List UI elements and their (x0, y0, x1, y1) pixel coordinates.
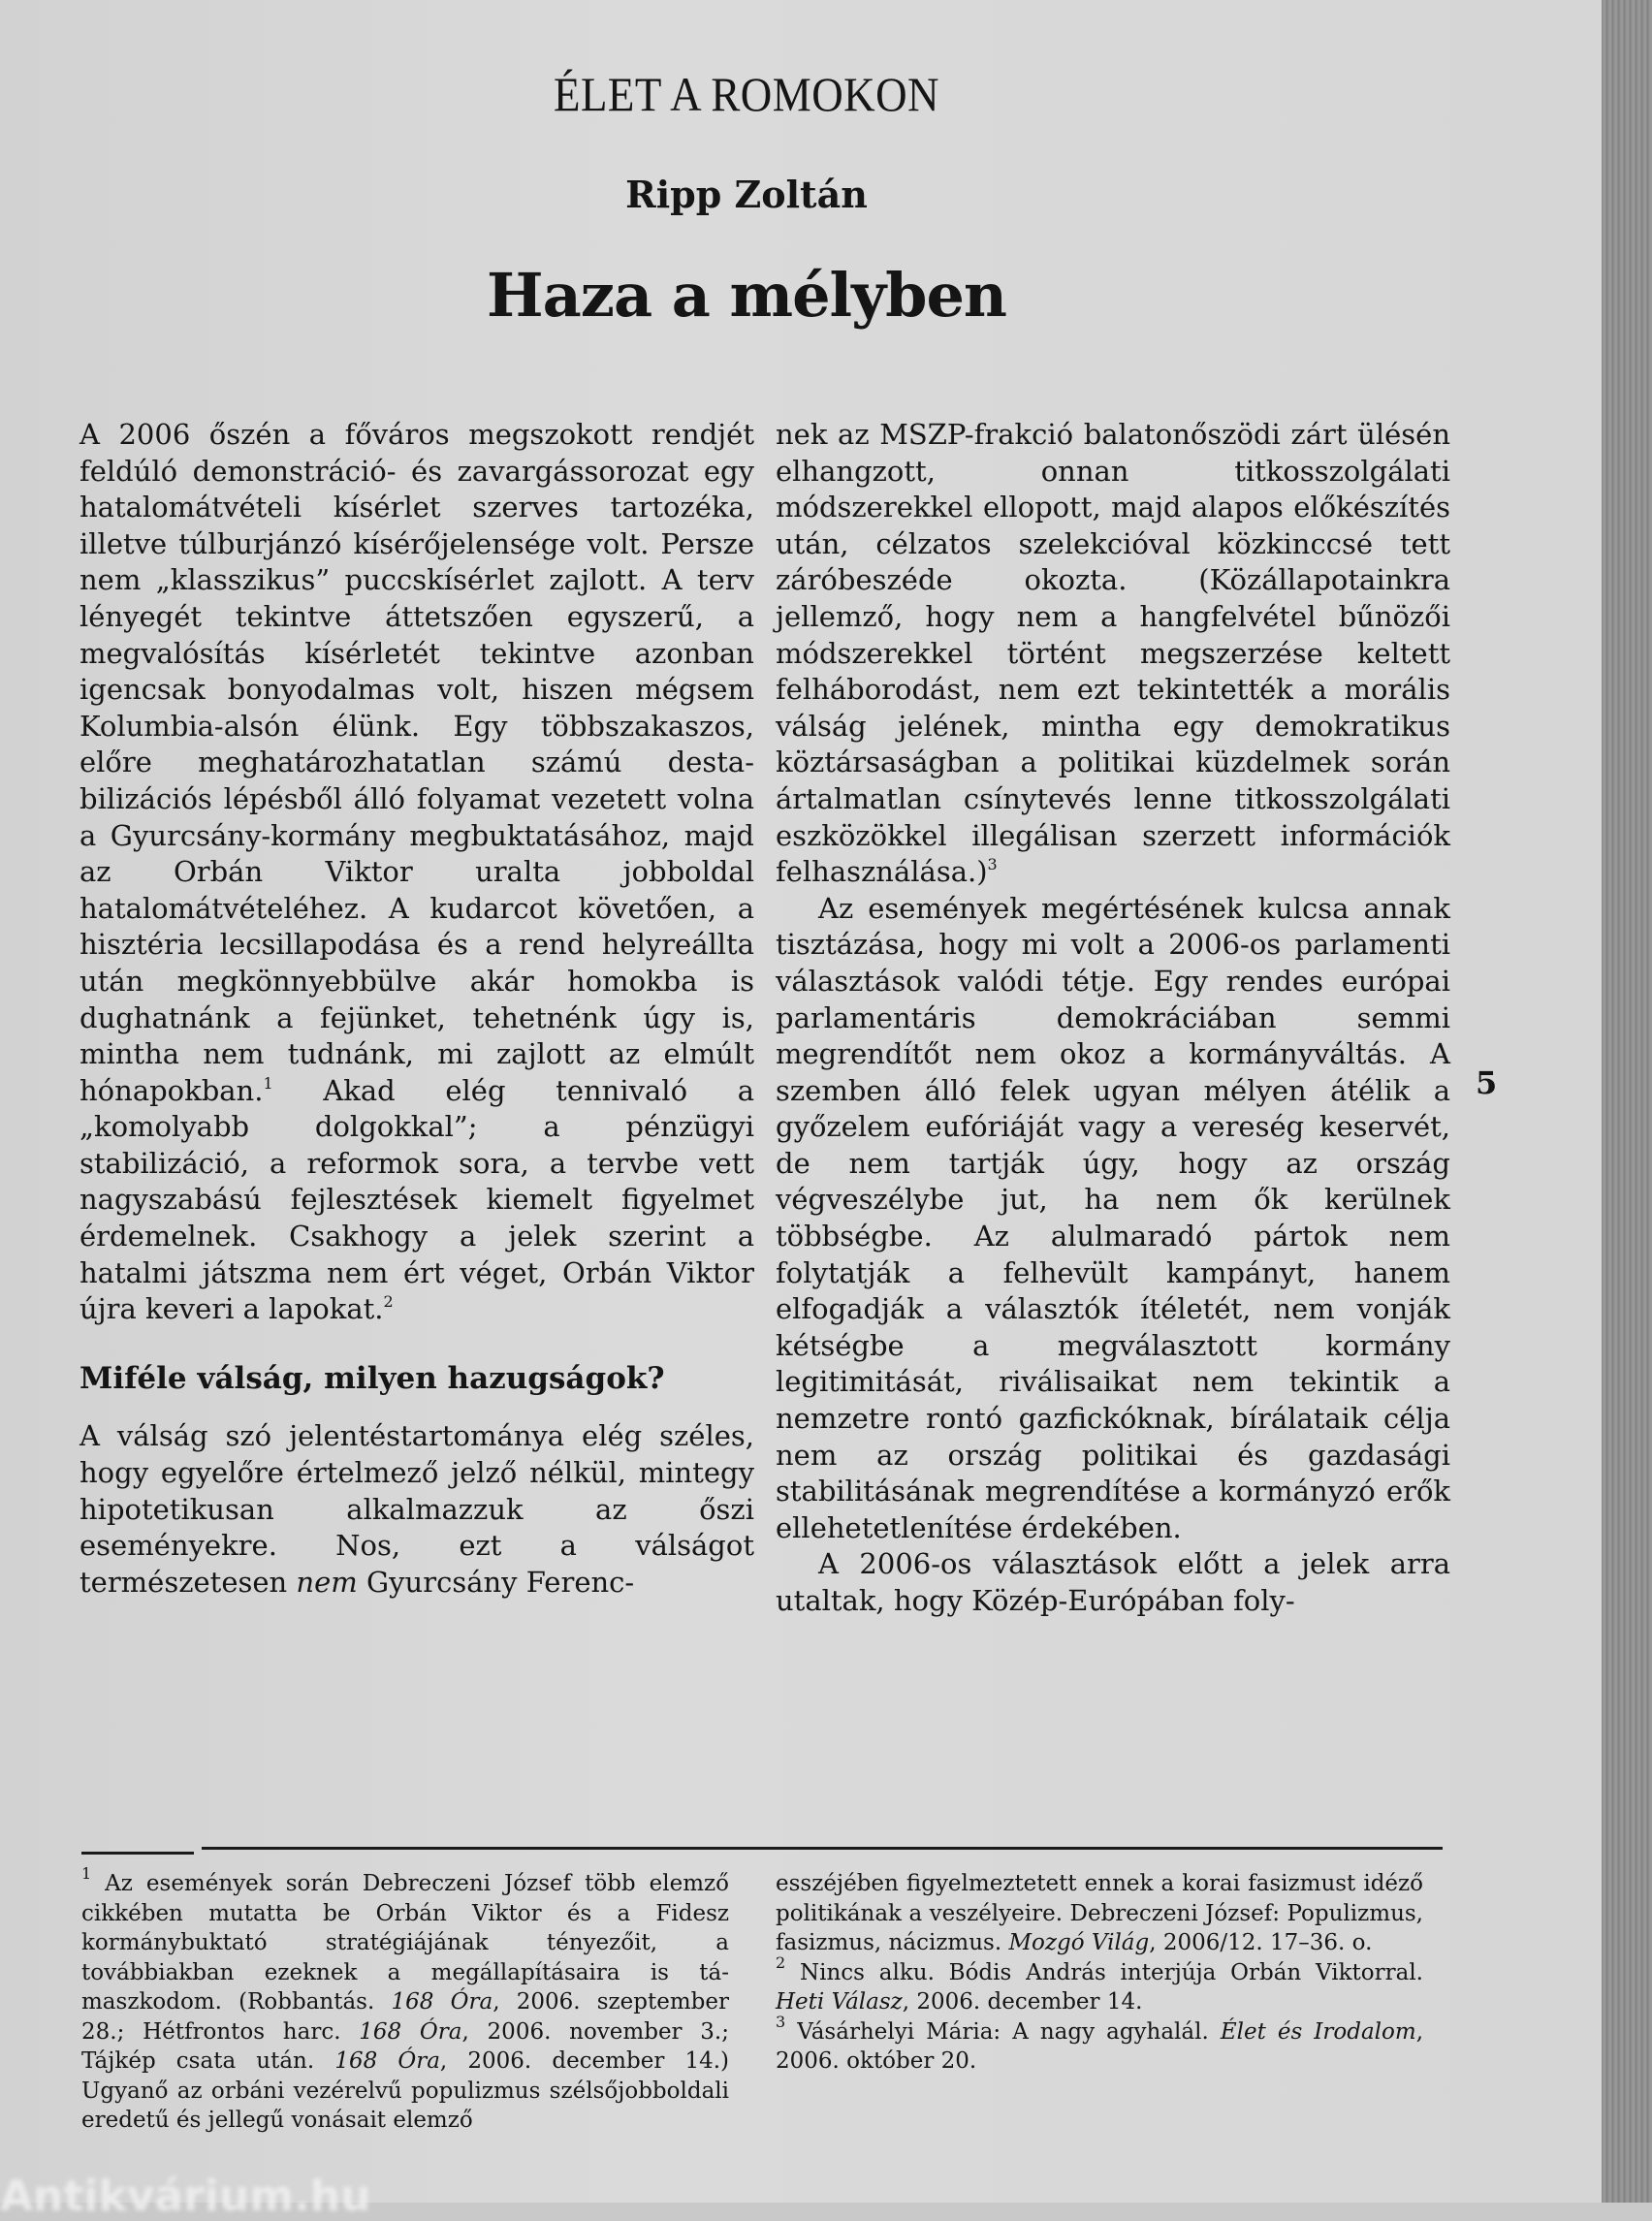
author-name: Ripp Zoltán (625, 173, 868, 216)
source-title: Heti Válasz (776, 1989, 903, 2015)
footnote-1-continued (776, 1869, 1423, 1958)
paragraph-text: Gyurcsány Ferenc- (357, 1565, 635, 1599)
footnote-text: , 2006. szeptember 28.; Hétfrontos harc. (81, 1989, 730, 2045)
body-paragraph (79, 1418, 754, 1601)
body-paragraph: Az események megértésének kulcsa annak tisztázása, hogy mi volt a 2006-os parlamenti választások valódi tétje. Egy rendes európai parlamentáris demokráciában semmi megrendítőt nem okoz a kormányváltás. A szemben álló felek ugyan mélyen átélik a győzelem eufóriáját vagy a vereség keservét, de nem tartják úgy, hogy az ország végveszélybe jut, ha nem ők kerülnek többségbe. Az alulmaradó pártok nem folytatják a felhevült kampányt, hanem elfogadják a választók ítéletét, nem vonják kétségbe a megválasztott kormány legitimitását, riválisaikat nem tekintik a nemzetre rontó gazfickóknak, bírálataik célja nem az ország politikai és gazdasági stabilitásának megrendítése a kormányzó erők ellehetetlenítése érdekében. (776, 891, 1450, 1544)
left-column (79, 417, 754, 1601)
source-title: 168 Óra (391, 1989, 493, 2015)
page-number: 5 (1476, 1064, 1498, 1101)
paragraph-text: A 2006 őszén a főváros megszokott rendjét feldúló demonstráció- és zavargássorozat egy hatalomátvételi kísérlet szerves tartozéka, illetve túlburjánzó kísérőjelensége volt. Persze nem „klasszikus” puccskísérlet zajlott. A terv lényegét tekintve áttetszően egyszerű, a megvalósítás kísérletét tekintve azonban igencsak bonyodalmas volt, hiszen mégsem Kolumbia-alsón élünk. Egy többszakaszos, előre meghatározhatatlan számú destabilizációs lépésből álló folyamat vezetett volna a Gyurcsány-kormány megbuktatásához, majd az Orbán Viktor uralta jobboldal hatalomátvételéhez. A kudarcot követően, a hisztéria lecsillapodása és a rend helyreállta után megkönnyebbülve akár homokba is dughatnánk a fejünket, tehetnénk úgy is, mintha nem tudnánk, mi zajlott az elmúlt hónapokban. (79, 418, 754, 1107)
footnote-divider-short (81, 1852, 194, 1855)
footnotes-left (81, 1864, 730, 2136)
footnote-ref-2[interactable]: 2 (383, 1292, 394, 1312)
footnote-ref-1[interactable]: 1 (263, 1073, 273, 1093)
paragraph-text: nek az MSZP-frakció balatonőszödi zárt ülésén elhangzott, onnan titkosszolgálati módszerekkel ellopott, majd alapos előkészítés után, célzatos szelekcióval közkinccsé tett záróbeszéde okozta. (Közállapotainkra jellemző, hogy nem a hangfelvétel bűnözői módszerekkel történt megszerzése keltett felháborodást, nem ezt tekintették a morális válság jelének, mintha egy demokratikus köztársaságban a politikai küzdelmek során ártalmatlan csínytevés lenne titkosszolgálati eszközökkel illegálisan szerzett információk felhasználása.) (776, 418, 1450, 889)
right-column (776, 417, 1450, 1620)
footnote-text: Nincs alku. Bódis András interjúja Orbán Viktorral. (785, 1959, 1423, 1985)
body-paragraph (79, 417, 754, 1328)
source-title: Élet és Irodalom (1220, 2018, 1416, 2045)
footnote-text: Vásárhelyi Mária: A nagy agyhalál. (785, 2018, 1221, 2045)
footnote-divider (202, 1847, 1443, 1850)
paragraph-text: Akad elég tennivaló a „komolyabb dolgokkal”; a pénzügyi stabilizáció, a reformok sora, a tervbe vett nagyszabású fejlesztések kiemelt figyelmet érdemelnek. Csakhogy a jelek szerint a hatalmi játszma nem ért véget, Orbán Viktor újra keveri a lapokat. (79, 1073, 754, 1326)
footnote-number: 1 (81, 1864, 92, 1883)
footnote-text: , 2006. december 14.) Ugyanő az orbáni vezérelvű populizmus szélsőjobboldali eredetű és jellegű vonásait elemző (81, 2048, 729, 2133)
source-title: 168 Óra (359, 2018, 462, 2045)
emphasis-text: nem (296, 1565, 358, 1599)
section-heading: Miféle válság, milyen hazugságok? (79, 1360, 665, 1396)
footnote-number: 2 (776, 1952, 786, 1972)
body-paragraph (776, 417, 1450, 891)
source-title: 168 Óra (334, 2048, 440, 2074)
footnote-3 (776, 2012, 1423, 2077)
footnote-text: Az események során Debreczeni József több elemző cikkében mutatta be Orbán Viktor és a Fidesz kormánybuktató stratégiájának tényezőit, a továbbiakban ezeknek a megállapításaira is támaszkodom. (Robbantás. (81, 1871, 729, 2015)
series-title: ÉLET A ROMOKON (554, 67, 939, 121)
footnotes-right (776, 1869, 1423, 2077)
footnote-number: 3 (776, 2012, 786, 2031)
footnote-text: , 2006/12. 17–36. o. (1149, 1930, 1373, 1955)
article-title: Haza a mélyben (487, 260, 1006, 331)
footnote-1 (81, 1864, 730, 2136)
footnote-text: , 2006. december 14. (902, 1989, 1143, 2015)
watermark: Antikvárium.hu (0, 2172, 371, 2221)
paragraph-text: A válság szó jelentéstartománya elég széles, hogy egyelőre értelmező jelző nélkül, mintegy hipotetikusan alkalmazzuk az őszi eseményekre. Nos, ezt a válságot természetesen (79, 1419, 754, 1599)
footnote-ref-3[interactable]: 3 (987, 855, 998, 874)
page-edge (1602, 0, 1652, 2203)
footnote-text: , 2006. november 3.; Tájkép csata után. (81, 2018, 729, 2074)
body-paragraph: A 2006-os választások előtt a jelek arra utaltak, hogy Közép-Európában foly- (776, 1547, 1450, 1617)
source-title: Mozgó Világ (1008, 1930, 1150, 1955)
footnote-text: , 2006. október 20. (776, 2018, 1423, 2074)
footnote-text: esszéjében figyelmeztetett ennek a korai fasizmust idéző politikának a veszélyeire. Debreczeni József: Populizmus, fasizmus, nácizmus. (776, 1871, 1423, 1955)
footnote-2 (776, 1952, 1423, 2017)
